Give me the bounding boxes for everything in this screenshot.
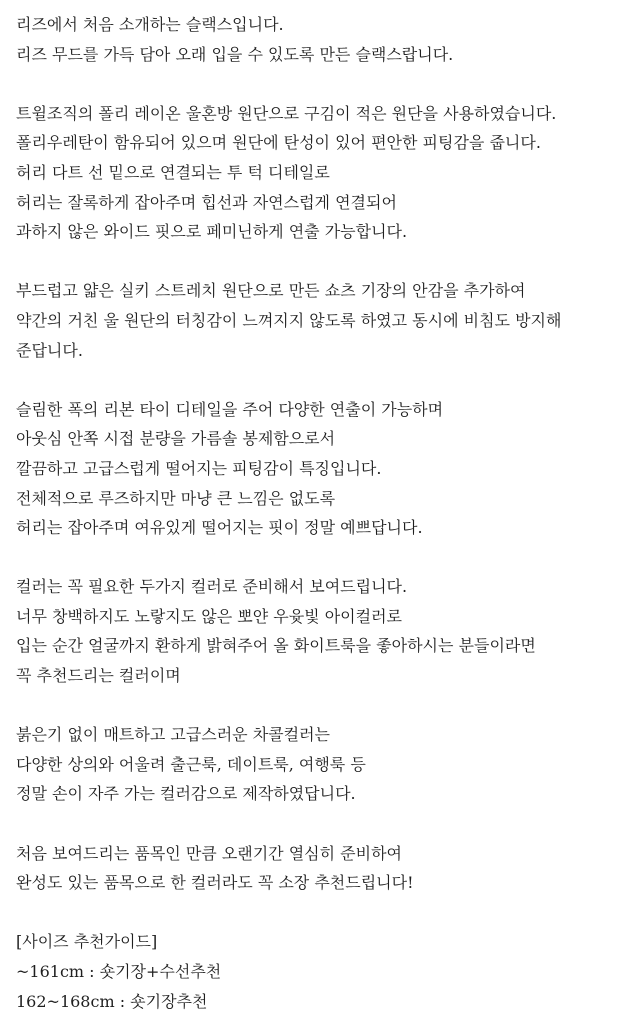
text-line: 슬림한 폭의 리본 타이 디테일을 주어 다양한 연출이 가능하며 <box>16 399 444 419</box>
text-line: 부드럽고 얇은 실키 스트레치 원단으로 만든 쇼츠 기장의 안감을 추가하여 <box>16 281 526 301</box>
text-line: 허리 다트 선 밑으로 연결되는 투 턱 디테일로 <box>16 162 330 182</box>
text-line: 과하지 않은 와이드 핏으로 페미닌하게 연출 가능합니다. <box>16 222 408 242</box>
text-line: 컬러는 꼭 필요한 두가지 컬러로 준비해서 보여드립니다. <box>16 577 408 597</box>
text-line: 허리는 잘록하게 잡아주며 힙선과 자연스럽게 연결되어 <box>16 192 397 212</box>
size-guide-item: 162~168cm : 숏기장추천 <box>16 991 208 1011</box>
text-line: 트윌조직의 폴리 레이온 울혼방 원단으로 구김이 적은 원단을 사용하였습니다. <box>16 103 557 123</box>
text-line: 너무 창백하지도 노랗지도 않은 뽀얀 우윳빛 아이컬러로 <box>16 606 403 626</box>
size-guide-title: [사이즈 추천가이드] <box>16 932 158 952</box>
text-line: 약간의 거친 울 원단의 터칭감이 느껴지지 않도록 하였고 동시에 비침도 방지해 <box>16 310 562 330</box>
text-line: 폴리우레탄이 함유되어 있으며 원단에 탄성이 있어 편안한 피팅감을 줍니다. <box>16 133 541 153</box>
paragraph-gap <box>16 898 621 928</box>
text-line: 아웃심 안쪽 시접 분량을 가름솔 봉제함으로서 <box>16 429 336 449</box>
text-line: 정말 손이 자주 가는 컬러감으로 제작하였답니다. <box>16 784 356 804</box>
text-line: 다양한 상의와 어울려 출근룩, 데이트룩, 여행룩 등 <box>16 754 366 774</box>
text-line: 처음 보여드리는 품목인 만큼 오랜기간 열심히 준비하여 <box>16 843 403 863</box>
text-line: 깔끔하고 고급스럽게 떨어지는 피팅감이 특징입니다. <box>16 458 382 478</box>
text-line: 붉은기 없이 매트하고 고급스러운 차콜컬러는 <box>16 725 331 745</box>
product-description <box>16 10 621 1016</box>
paragraph-gap <box>16 543 621 573</box>
text-line: 허리는 잡아주며 여유있게 떨어지는 핏이 정말 예쁘답니다. <box>16 518 423 538</box>
text-line: 완성도 있는 품목으로 한 컬러라도 꼭 소장 추천드립니다! <box>16 873 414 893</box>
text-line: 꼭 추천드리는 컬러이며 <box>16 666 181 686</box>
paragraph-gap <box>16 365 621 395</box>
text-line: 리즈 무드를 가득 담아 오래 입을 수 있도록 만든 슬랙스랍니다. <box>16 44 454 64</box>
size-guide-item: ~161cm : 숏기장+수선추천 <box>16 962 222 981</box>
paragraph-gap <box>16 247 621 277</box>
paragraph-gap <box>16 809 621 839</box>
text-line: 입는 순간 얼굴까지 환하게 밝혀주어 올 화이트룩을 좋아하시는 분들이라면 <box>16 636 536 656</box>
text-line: 리즈에서 처음 소개하는 슬랙스입니다. <box>16 15 284 34</box>
text-line: 전체적으로 루즈하지만 마냥 큰 느낌은 없도록 <box>16 488 336 508</box>
text-line: 준답니다. <box>16 340 83 360</box>
paragraph-gap <box>16 691 621 721</box>
paragraph-gap <box>16 69 621 99</box>
